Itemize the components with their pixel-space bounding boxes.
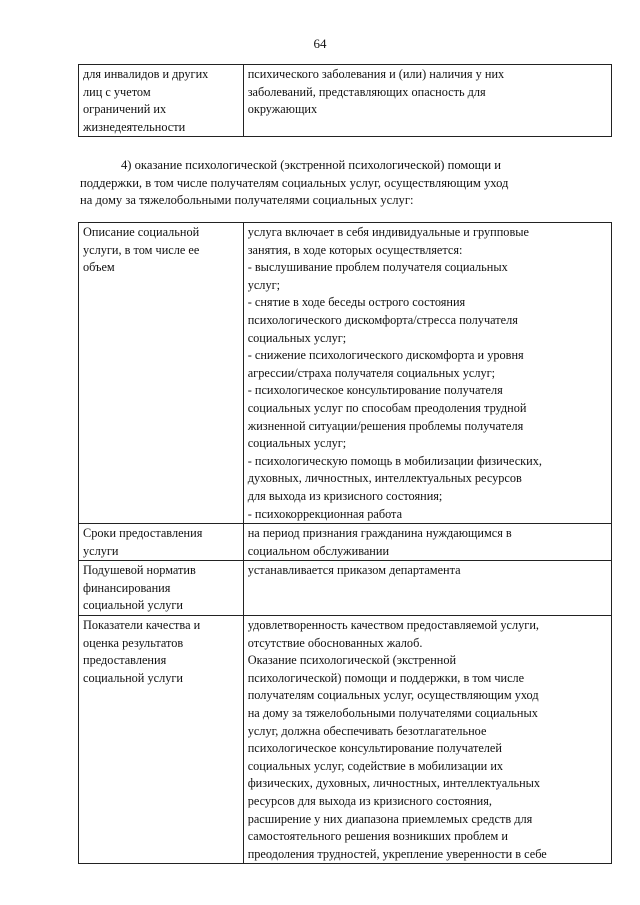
row-value-cell	[243, 223, 611, 524]
value-line: психологической) помощи и поддержки, в том числе	[247, 670, 525, 685]
value-line: - психологическое консультирование получателя	[247, 383, 503, 398]
table-row	[79, 524, 612, 561]
label-line: услуги	[83, 543, 119, 558]
section-paragraph	[80, 157, 613, 210]
value-line: для выхода из кризисного состояния;	[247, 488, 443, 503]
row-value-cell	[243, 616, 611, 864]
label-line: оценка результатов	[83, 635, 184, 650]
row-label-cell	[79, 223, 244, 524]
label-line: предоставления	[83, 653, 167, 668]
row-value-cell	[243, 65, 611, 137]
row-label-cell	[79, 561, 244, 616]
label-line: лиц с учетом	[83, 84, 151, 99]
value-line: расширение у них диапазона приемлемых средств для	[247, 811, 533, 826]
value-line: социальных услуг;	[247, 330, 347, 345]
value-line: социальном обслуживании	[247, 543, 390, 558]
value-line: занятия, в ходе которых осуществляется:	[247, 242, 463, 257]
table-row	[79, 616, 612, 864]
label-line: социальной услуги	[83, 670, 183, 685]
label-line: жизнедеятельности	[83, 119, 186, 134]
label-line: Сроки предоставления	[83, 526, 203, 541]
value-line: окружающих	[247, 102, 318, 117]
label-line: объем	[83, 260, 115, 275]
value-line: услуга включает в себя индивидуальные и групповые	[247, 225, 529, 239]
page-number: 64	[313, 36, 327, 51]
label-line: услуги, в том числе ее	[83, 242, 200, 257]
value-line: преодоления трудностей, укрепление уверенности в себе	[247, 846, 547, 861]
value-line: Оказание психологической (экстренной	[247, 653, 457, 668]
value-line: психологического дискомфорта/стресса получателя	[247, 312, 518, 327]
label-line: Подушевой норматив	[83, 563, 196, 578]
label-line: финансирования	[83, 580, 171, 595]
service-description-table	[78, 222, 612, 864]
value-line: - снятие в ходе беседы острого состояния	[247, 295, 466, 310]
paragraph-line: поддержки, в том числе получателям социальных услуг, осуществляющим уход	[80, 175, 509, 190]
value-line: физических, духовных, личностных, интеллектуальных	[247, 776, 541, 791]
value-line: - снижение психологического дискомфорта и уровня	[247, 348, 524, 363]
paragraph-line: 4) оказание психологической (экстренной психологической) помощи и	[121, 158, 502, 172]
value-line: заболеваний, представляющих опасность для	[247, 84, 486, 99]
value-line: на период признания гражданина нуждающимся в	[247, 526, 512, 541]
value-line: ресурсов для выхода из кризисного состояния,	[247, 794, 492, 808]
label-line: ограничений их	[83, 102, 167, 117]
row-value-cell	[243, 524, 611, 561]
table-row	[79, 223, 612, 524]
value-line: самостоятельного решения возникших проблем и	[247, 829, 508, 844]
value-line: отсутствие обоснованных жалоб.	[247, 635, 423, 650]
label-line: социальной услуги	[83, 598, 183, 613]
value-line: услуг, должна обеспечивать безотлагательное	[247, 723, 487, 738]
row-label-cell	[79, 616, 244, 864]
table-row	[79, 561, 612, 616]
value-line: духовных, личностных, интеллектуальных ресурсов	[247, 471, 522, 486]
label-line: Показатели качества и	[83, 618, 201, 633]
value-line: получателям социальных услуг, осуществляющим уход	[247, 688, 539, 703]
value-line: социальных услуг;	[247, 436, 347, 451]
value-line: социальных услуг, содействие в мобилизации их	[247, 758, 504, 773]
row-label-cell	[79, 65, 244, 137]
value-line: агрессии/страха получателя социальных услуг;	[247, 365, 496, 380]
paragraph-line: на дому за тяжелобольными получателями социальных услуг:	[80, 193, 414, 208]
value-line: социальных услуг по способам преодоления трудной	[247, 400, 527, 415]
value-line: на дому за тяжелобольными получателями социальных	[247, 706, 538, 721]
value-line: устанавливается приказом департамента	[247, 563, 461, 578]
value-line: - выслушивание проблем получателя социальных	[247, 260, 508, 275]
table-row	[79, 65, 612, 137]
value-line: жизненной ситуации/решения проблемы получателя	[247, 418, 524, 433]
label-line: Описание социальной	[83, 225, 200, 239]
value-line: психического заболевания и (или) наличия у них	[247, 67, 505, 81]
value-line: психологическое консультирование получателей	[247, 741, 502, 756]
row-value-cell	[243, 561, 611, 616]
value-line: - психологическую помощь в мобилизации физических,	[247, 453, 542, 468]
value-line: удовлетворенность качеством предоставляемой услуги,	[247, 618, 539, 633]
label-line: для инвалидов и других	[83, 67, 209, 81]
value-line: услуг;	[247, 277, 281, 292]
continuation-table	[78, 64, 612, 137]
row-label-cell	[79, 524, 244, 561]
value-line: - психокоррекционная работа	[247, 506, 403, 521]
